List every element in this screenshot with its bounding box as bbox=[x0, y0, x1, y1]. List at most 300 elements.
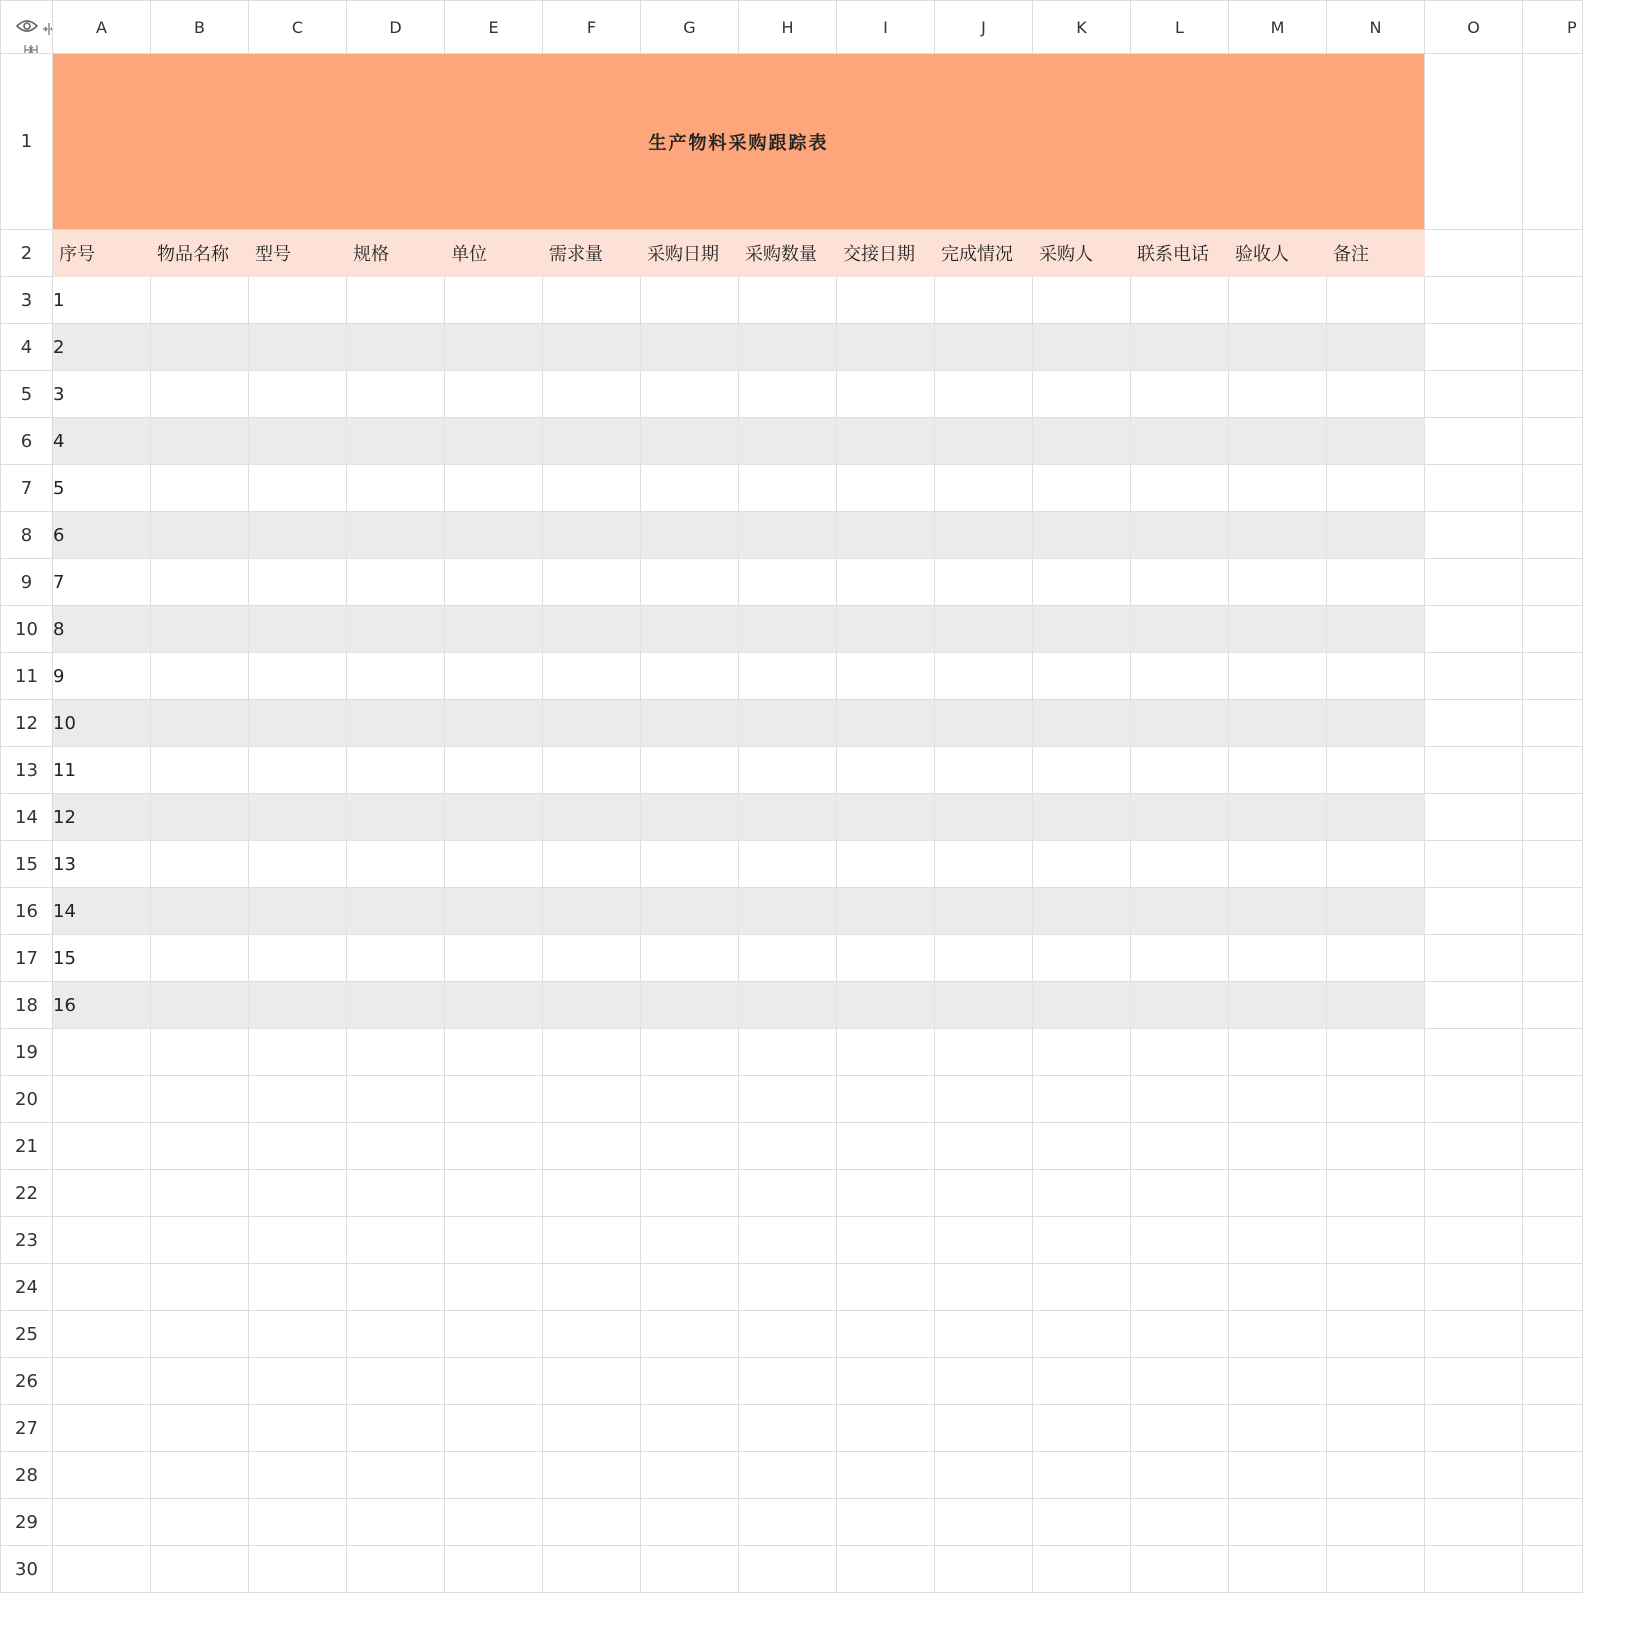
cell[interactable] bbox=[1131, 606, 1229, 653]
cell[interactable] bbox=[347, 1546, 445, 1593]
cell[interactable] bbox=[347, 700, 445, 747]
cell[interactable] bbox=[445, 1546, 543, 1593]
cell[interactable] bbox=[739, 747, 837, 794]
cell[interactable] bbox=[739, 982, 837, 1029]
cell[interactable] bbox=[347, 1076, 445, 1123]
cell[interactable] bbox=[249, 277, 347, 324]
cell[interactable] bbox=[1425, 1405, 1523, 1452]
cell[interactable] bbox=[1131, 1076, 1229, 1123]
cell[interactable] bbox=[1327, 1217, 1425, 1264]
cell[interactable] bbox=[1523, 1499, 1583, 1546]
cell[interactable] bbox=[935, 841, 1033, 888]
cell[interactable] bbox=[249, 982, 347, 1029]
row-header[interactable]: 27 bbox=[1, 1405, 53, 1452]
cell[interactable] bbox=[739, 465, 837, 512]
cell[interactable] bbox=[1229, 465, 1327, 512]
cell[interactable] bbox=[935, 559, 1033, 606]
column-header[interactable]: I bbox=[837, 1, 935, 54]
cell[interactable] bbox=[445, 841, 543, 888]
cell[interactable] bbox=[1425, 1170, 1523, 1217]
table-header-cell[interactable]: 规格 bbox=[347, 230, 445, 277]
cell[interactable] bbox=[1033, 1264, 1131, 1311]
cell[interactable] bbox=[1033, 888, 1131, 935]
cell[interactable] bbox=[249, 1405, 347, 1452]
cell[interactable] bbox=[543, 700, 641, 747]
cell[interactable] bbox=[935, 653, 1033, 700]
cell[interactable] bbox=[1131, 1170, 1229, 1217]
cell[interactable] bbox=[1425, 418, 1523, 465]
sequence-cell[interactable]: 2 bbox=[53, 324, 151, 371]
cell[interactable] bbox=[935, 1123, 1033, 1170]
cell[interactable] bbox=[347, 465, 445, 512]
cell[interactable] bbox=[935, 1029, 1033, 1076]
cell[interactable] bbox=[1425, 1123, 1523, 1170]
cell[interactable] bbox=[1327, 1358, 1425, 1405]
cell[interactable] bbox=[1523, 982, 1583, 1029]
cell[interactable] bbox=[837, 1358, 935, 1405]
cell[interactable] bbox=[837, 653, 935, 700]
cell[interactable] bbox=[543, 1499, 641, 1546]
cell[interactable] bbox=[641, 1076, 739, 1123]
cell[interactable] bbox=[347, 1358, 445, 1405]
cell[interactable] bbox=[1425, 1076, 1523, 1123]
cell[interactable] bbox=[249, 1264, 347, 1311]
column-header[interactable]: L bbox=[1131, 1, 1229, 54]
cell[interactable] bbox=[1327, 1029, 1425, 1076]
cell[interactable] bbox=[739, 1217, 837, 1264]
row-header[interactable]: 22 bbox=[1, 1170, 53, 1217]
cell[interactable] bbox=[1033, 700, 1131, 747]
cell[interactable] bbox=[1229, 559, 1327, 606]
cell[interactable] bbox=[53, 1546, 151, 1593]
cell[interactable] bbox=[1523, 1123, 1583, 1170]
table-header-cell[interactable]: 交接日期 bbox=[837, 230, 935, 277]
cell[interactable] bbox=[445, 559, 543, 606]
cell[interactable] bbox=[1425, 512, 1523, 559]
cell[interactable] bbox=[935, 1217, 1033, 1264]
cell[interactable] bbox=[249, 1452, 347, 1499]
cell[interactable] bbox=[1523, 277, 1583, 324]
cell[interactable] bbox=[837, 982, 935, 1029]
cell[interactable] bbox=[1327, 1452, 1425, 1499]
cell[interactable] bbox=[53, 1264, 151, 1311]
cell[interactable] bbox=[1033, 1123, 1131, 1170]
cell[interactable] bbox=[1229, 1170, 1327, 1217]
cell[interactable] bbox=[1523, 418, 1583, 465]
cell[interactable] bbox=[1425, 982, 1523, 1029]
cell[interactable] bbox=[641, 982, 739, 1029]
cell[interactable] bbox=[641, 653, 739, 700]
cell[interactable] bbox=[1033, 1452, 1131, 1499]
cell[interactable] bbox=[1425, 1029, 1523, 1076]
cell[interactable] bbox=[1523, 794, 1583, 841]
cell[interactable] bbox=[151, 1170, 249, 1217]
column-header[interactable]: H bbox=[739, 1, 837, 54]
cell[interactable] bbox=[935, 982, 1033, 1029]
cell[interactable] bbox=[641, 1217, 739, 1264]
cell[interactable] bbox=[837, 1264, 935, 1311]
cell[interactable] bbox=[445, 747, 543, 794]
sequence-cell[interactable]: 9 bbox=[53, 653, 151, 700]
cell[interactable] bbox=[739, 324, 837, 371]
cell[interactable] bbox=[347, 1264, 445, 1311]
cell[interactable] bbox=[543, 1029, 641, 1076]
cell[interactable] bbox=[1425, 606, 1523, 653]
cell[interactable] bbox=[249, 1546, 347, 1593]
cell[interactable] bbox=[347, 1311, 445, 1358]
cell[interactable] bbox=[1033, 1546, 1131, 1593]
cell[interactable] bbox=[151, 418, 249, 465]
cell[interactable] bbox=[249, 1076, 347, 1123]
cell[interactable] bbox=[1033, 653, 1131, 700]
cell[interactable] bbox=[1131, 1546, 1229, 1593]
cell[interactable] bbox=[347, 1217, 445, 1264]
column-header[interactable]: M bbox=[1229, 1, 1327, 54]
cell[interactable] bbox=[151, 982, 249, 1029]
cell[interactable] bbox=[1327, 1311, 1425, 1358]
cell[interactable] bbox=[1229, 888, 1327, 935]
cell[interactable] bbox=[1425, 1452, 1523, 1499]
cell[interactable] bbox=[1229, 512, 1327, 559]
cell[interactable] bbox=[1327, 841, 1425, 888]
cell[interactable] bbox=[347, 371, 445, 418]
row-header[interactable]: 9 bbox=[1, 559, 53, 606]
cell[interactable] bbox=[837, 1076, 935, 1123]
cell[interactable] bbox=[641, 747, 739, 794]
cell[interactable] bbox=[1229, 1029, 1327, 1076]
cell[interactable] bbox=[837, 1546, 935, 1593]
cell[interactable] bbox=[1523, 1452, 1583, 1499]
row-header[interactable]: 19 bbox=[1, 1029, 53, 1076]
cell[interactable] bbox=[151, 1217, 249, 1264]
cell[interactable] bbox=[739, 1358, 837, 1405]
cell[interactable] bbox=[1033, 1311, 1131, 1358]
cell[interactable] bbox=[543, 1217, 641, 1264]
cell[interactable] bbox=[1327, 1405, 1425, 1452]
cell[interactable] bbox=[347, 794, 445, 841]
cell[interactable] bbox=[1229, 794, 1327, 841]
cell[interactable] bbox=[739, 888, 837, 935]
cell[interactable] bbox=[1425, 371, 1523, 418]
cell[interactable] bbox=[543, 841, 641, 888]
cell[interactable] bbox=[1327, 1264, 1425, 1311]
cell[interactable] bbox=[445, 1452, 543, 1499]
cell[interactable] bbox=[151, 1452, 249, 1499]
cell[interactable] bbox=[837, 559, 935, 606]
select-all-corner[interactable] bbox=[1, 1, 53, 54]
cell[interactable] bbox=[249, 653, 347, 700]
column-header[interactable]: D bbox=[347, 1, 445, 54]
cell[interactable] bbox=[1327, 606, 1425, 653]
table-header-cell[interactable]: 联系电话 bbox=[1131, 230, 1229, 277]
cell[interactable] bbox=[1327, 794, 1425, 841]
cell[interactable] bbox=[1523, 559, 1583, 606]
cell[interactable] bbox=[641, 465, 739, 512]
cell[interactable] bbox=[249, 1499, 347, 1546]
row-header[interactable]: 13 bbox=[1, 747, 53, 794]
cell[interactable] bbox=[445, 1358, 543, 1405]
cell[interactable] bbox=[641, 1499, 739, 1546]
cell[interactable] bbox=[1033, 277, 1131, 324]
cell[interactable] bbox=[1131, 794, 1229, 841]
cell[interactable] bbox=[1523, 1076, 1583, 1123]
cell[interactable] bbox=[1327, 888, 1425, 935]
cell[interactable] bbox=[347, 277, 445, 324]
cell[interactable] bbox=[935, 371, 1033, 418]
row-header[interactable]: 4 bbox=[1, 324, 53, 371]
cell[interactable] bbox=[151, 371, 249, 418]
column-header[interactable]: P bbox=[1523, 1, 1583, 54]
cell[interactable] bbox=[1229, 747, 1327, 794]
column-header[interactable]: N bbox=[1327, 1, 1425, 54]
cell[interactable] bbox=[739, 1029, 837, 1076]
cell[interactable] bbox=[1131, 371, 1229, 418]
cell[interactable] bbox=[347, 888, 445, 935]
table-header-cell[interactable]: 物品名称 bbox=[151, 230, 249, 277]
cell[interactable] bbox=[739, 1546, 837, 1593]
cell[interactable] bbox=[935, 888, 1033, 935]
row-header[interactable]: 11 bbox=[1, 653, 53, 700]
row-header[interactable]: 17 bbox=[1, 935, 53, 982]
cell[interactable] bbox=[53, 1076, 151, 1123]
cell[interactable] bbox=[543, 747, 641, 794]
cell[interactable] bbox=[347, 747, 445, 794]
cell[interactable] bbox=[543, 606, 641, 653]
cell[interactable] bbox=[53, 1170, 151, 1217]
cell[interactable] bbox=[1131, 653, 1229, 700]
cell[interactable] bbox=[1131, 277, 1229, 324]
cell[interactable] bbox=[249, 888, 347, 935]
cell[interactable] bbox=[543, 1170, 641, 1217]
cell[interactable] bbox=[151, 1076, 249, 1123]
freeze-columns-icon[interactable] bbox=[41, 21, 53, 40]
cell[interactable] bbox=[641, 1452, 739, 1499]
row-header[interactable]: 21 bbox=[1, 1123, 53, 1170]
cell[interactable] bbox=[1523, 1217, 1583, 1264]
cell[interactable] bbox=[1131, 1029, 1229, 1076]
cell[interactable] bbox=[543, 1452, 641, 1499]
cell[interactable] bbox=[641, 371, 739, 418]
cell[interactable] bbox=[837, 371, 935, 418]
column-header[interactable]: E bbox=[445, 1, 543, 54]
cell[interactable] bbox=[249, 841, 347, 888]
column-header[interactable]: O bbox=[1425, 1, 1523, 54]
cell[interactable] bbox=[1327, 1546, 1425, 1593]
row-header[interactable]: 3 bbox=[1, 277, 53, 324]
cell[interactable] bbox=[1229, 1546, 1327, 1593]
cell[interactable] bbox=[837, 1123, 935, 1170]
cell[interactable] bbox=[1327, 418, 1425, 465]
row-header[interactable]: 18 bbox=[1, 982, 53, 1029]
cell[interactable] bbox=[249, 324, 347, 371]
cell[interactable] bbox=[347, 1123, 445, 1170]
cell[interactable] bbox=[151, 700, 249, 747]
sequence-cell[interactable]: 13 bbox=[53, 841, 151, 888]
cell[interactable] bbox=[249, 794, 347, 841]
cell[interactable] bbox=[1425, 1546, 1523, 1593]
cell[interactable] bbox=[1033, 512, 1131, 559]
cell[interactable] bbox=[1327, 559, 1425, 606]
cell[interactable] bbox=[1523, 1358, 1583, 1405]
eye-icon[interactable] bbox=[16, 18, 38, 37]
cell[interactable] bbox=[935, 512, 1033, 559]
cell[interactable] bbox=[445, 1264, 543, 1311]
cell[interactable] bbox=[1033, 1076, 1131, 1123]
cell[interactable] bbox=[1229, 1123, 1327, 1170]
cell[interactable] bbox=[445, 277, 543, 324]
cell[interactable] bbox=[837, 1217, 935, 1264]
cell[interactable] bbox=[347, 1452, 445, 1499]
cell[interactable] bbox=[1425, 794, 1523, 841]
cell[interactable] bbox=[1229, 1217, 1327, 1264]
cell[interactable] bbox=[53, 1029, 151, 1076]
table-header-cell[interactable]: 单位 bbox=[445, 230, 543, 277]
cell[interactable] bbox=[151, 324, 249, 371]
cell[interactable] bbox=[641, 1405, 739, 1452]
cell[interactable] bbox=[151, 1546, 249, 1593]
cell[interactable] bbox=[1425, 653, 1523, 700]
cell[interactable] bbox=[1131, 1311, 1229, 1358]
cell[interactable] bbox=[739, 841, 837, 888]
sequence-cell[interactable]: 11 bbox=[53, 747, 151, 794]
cell[interactable] bbox=[445, 1499, 543, 1546]
cell[interactable] bbox=[837, 277, 935, 324]
cell[interactable] bbox=[445, 371, 543, 418]
cell[interactable] bbox=[249, 418, 347, 465]
cell[interactable] bbox=[1229, 1358, 1327, 1405]
cell[interactable] bbox=[53, 1358, 151, 1405]
cell[interactable] bbox=[249, 1170, 347, 1217]
cell[interactable] bbox=[151, 935, 249, 982]
cell[interactable] bbox=[1523, 888, 1583, 935]
cell[interactable] bbox=[445, 982, 543, 1029]
cell[interactable] bbox=[837, 324, 935, 371]
cell[interactable] bbox=[543, 794, 641, 841]
cell[interactable] bbox=[1229, 1499, 1327, 1546]
cell[interactable] bbox=[1131, 1217, 1229, 1264]
cell[interactable] bbox=[1425, 324, 1523, 371]
cell[interactable] bbox=[249, 1311, 347, 1358]
cell[interactable] bbox=[543, 653, 641, 700]
cell[interactable] bbox=[445, 888, 543, 935]
cell[interactable] bbox=[935, 700, 1033, 747]
cell[interactable] bbox=[347, 559, 445, 606]
table-header-cell[interactable]: 需求量 bbox=[543, 230, 641, 277]
cell[interactable] bbox=[151, 1358, 249, 1405]
cell[interactable] bbox=[1425, 465, 1523, 512]
column-header[interactable]: F bbox=[543, 1, 641, 54]
cell[interactable] bbox=[543, 1405, 641, 1452]
cell[interactable] bbox=[935, 1264, 1033, 1311]
cell[interactable] bbox=[1523, 747, 1583, 794]
cell[interactable] bbox=[1229, 700, 1327, 747]
sequence-cell[interactable]: 3 bbox=[53, 371, 151, 418]
column-header[interactable]: K bbox=[1033, 1, 1131, 54]
cell[interactable] bbox=[1033, 1170, 1131, 1217]
cell[interactable] bbox=[445, 324, 543, 371]
cell[interactable] bbox=[543, 888, 641, 935]
row-header[interactable]: 15 bbox=[1, 841, 53, 888]
cell[interactable] bbox=[249, 465, 347, 512]
cell[interactable] bbox=[1327, 371, 1425, 418]
cell[interactable] bbox=[1327, 935, 1425, 982]
cell[interactable] bbox=[1033, 935, 1131, 982]
cell[interactable] bbox=[347, 653, 445, 700]
row-header[interactable]: 14 bbox=[1, 794, 53, 841]
table-header-cell[interactable]: 采购日期 bbox=[641, 230, 739, 277]
cell[interactable] bbox=[641, 935, 739, 982]
cell[interactable] bbox=[1229, 277, 1327, 324]
cell[interactable] bbox=[151, 559, 249, 606]
cell[interactable] bbox=[151, 1499, 249, 1546]
cell[interactable] bbox=[1131, 1264, 1229, 1311]
cell[interactable] bbox=[641, 1311, 739, 1358]
row-header[interactable]: 28 bbox=[1, 1452, 53, 1499]
cell[interactable] bbox=[347, 512, 445, 559]
cell[interactable] bbox=[249, 1123, 347, 1170]
cell[interactable] bbox=[1033, 1405, 1131, 1452]
cell[interactable] bbox=[641, 888, 739, 935]
cell[interactable] bbox=[347, 841, 445, 888]
cell[interactable] bbox=[53, 1217, 151, 1264]
row-header[interactable]: 6 bbox=[1, 418, 53, 465]
cell[interactable] bbox=[935, 1076, 1033, 1123]
cell[interactable] bbox=[1425, 54, 1523, 230]
cell[interactable] bbox=[151, 653, 249, 700]
row-header[interactable]: 30 bbox=[1, 1546, 53, 1593]
cell[interactable] bbox=[1523, 1170, 1583, 1217]
sequence-cell[interactable]: 12 bbox=[53, 794, 151, 841]
cell[interactable] bbox=[1327, 1170, 1425, 1217]
cell[interactable] bbox=[1131, 512, 1229, 559]
cell[interactable] bbox=[837, 888, 935, 935]
cell[interactable] bbox=[1131, 559, 1229, 606]
cell[interactable] bbox=[1131, 935, 1229, 982]
cell[interactable] bbox=[1033, 794, 1131, 841]
cell[interactable] bbox=[1131, 982, 1229, 1029]
cell[interactable] bbox=[249, 1358, 347, 1405]
row-header[interactable]: 16 bbox=[1, 888, 53, 935]
cell[interactable] bbox=[543, 512, 641, 559]
cell[interactable] bbox=[1425, 1217, 1523, 1264]
cell[interactable] bbox=[935, 418, 1033, 465]
cell[interactable] bbox=[837, 512, 935, 559]
cell[interactable] bbox=[1131, 1123, 1229, 1170]
cell[interactable] bbox=[739, 512, 837, 559]
cell[interactable] bbox=[1229, 935, 1327, 982]
cell[interactable] bbox=[53, 1452, 151, 1499]
table-header-cell[interactable]: 型号 bbox=[249, 230, 347, 277]
cell[interactable] bbox=[543, 559, 641, 606]
cell[interactable] bbox=[641, 700, 739, 747]
table-header-cell[interactable]: 完成情况 bbox=[935, 230, 1033, 277]
table-header-cell[interactable]: 采购人 bbox=[1033, 230, 1131, 277]
cell[interactable] bbox=[1327, 653, 1425, 700]
cell[interactable] bbox=[837, 1405, 935, 1452]
cell[interactable] bbox=[837, 1452, 935, 1499]
cell[interactable] bbox=[1327, 700, 1425, 747]
cell[interactable] bbox=[1425, 841, 1523, 888]
cell[interactable] bbox=[739, 794, 837, 841]
cell[interactable] bbox=[935, 465, 1033, 512]
cell[interactable] bbox=[935, 1452, 1033, 1499]
cell[interactable] bbox=[641, 324, 739, 371]
cell[interactable] bbox=[151, 1029, 249, 1076]
sheet-title[interactable]: 生产物料采购跟踪表 bbox=[53, 54, 1425, 230]
cell[interactable] bbox=[151, 1405, 249, 1452]
cell[interactable] bbox=[1033, 465, 1131, 512]
cell[interactable] bbox=[935, 606, 1033, 653]
